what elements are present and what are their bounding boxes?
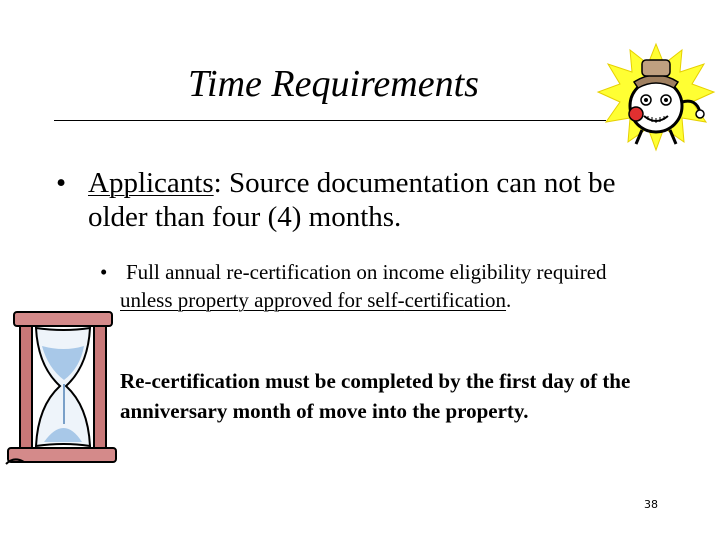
bullet-marker: • bbox=[100, 260, 108, 284]
recertification-condition-b: certification bbox=[404, 288, 507, 312]
recertification-condition-a: unless property approved for self- bbox=[120, 288, 405, 312]
bullet-recertification-text bbox=[120, 258, 660, 314]
recertification-deadline: Re-certification must be completed by the first day of the anniversary month of move into the property. bbox=[120, 369, 631, 423]
page-number: 38 bbox=[644, 498, 658, 511]
applicants-label: Applicants bbox=[88, 167, 214, 199]
recertification-lead: Full annual re-certification on income eligibility required bbox=[126, 260, 607, 284]
bullet-applicants-text bbox=[88, 166, 656, 234]
recertification-tail: . bbox=[506, 288, 512, 312]
bullet-applicants bbox=[56, 166, 656, 234]
title-underline-rule bbox=[54, 120, 606, 121]
applicants-description: : Source documentation can not be older than four (4) months. bbox=[88, 167, 616, 233]
bullet-marker: • bbox=[56, 167, 67, 199]
alarm-clock-character-icon bbox=[596, 42, 716, 152]
slide-title: Time Requirements bbox=[188, 63, 479, 105]
hourglass-icon bbox=[4, 306, 124, 468]
bullet-recertification bbox=[100, 258, 660, 314]
